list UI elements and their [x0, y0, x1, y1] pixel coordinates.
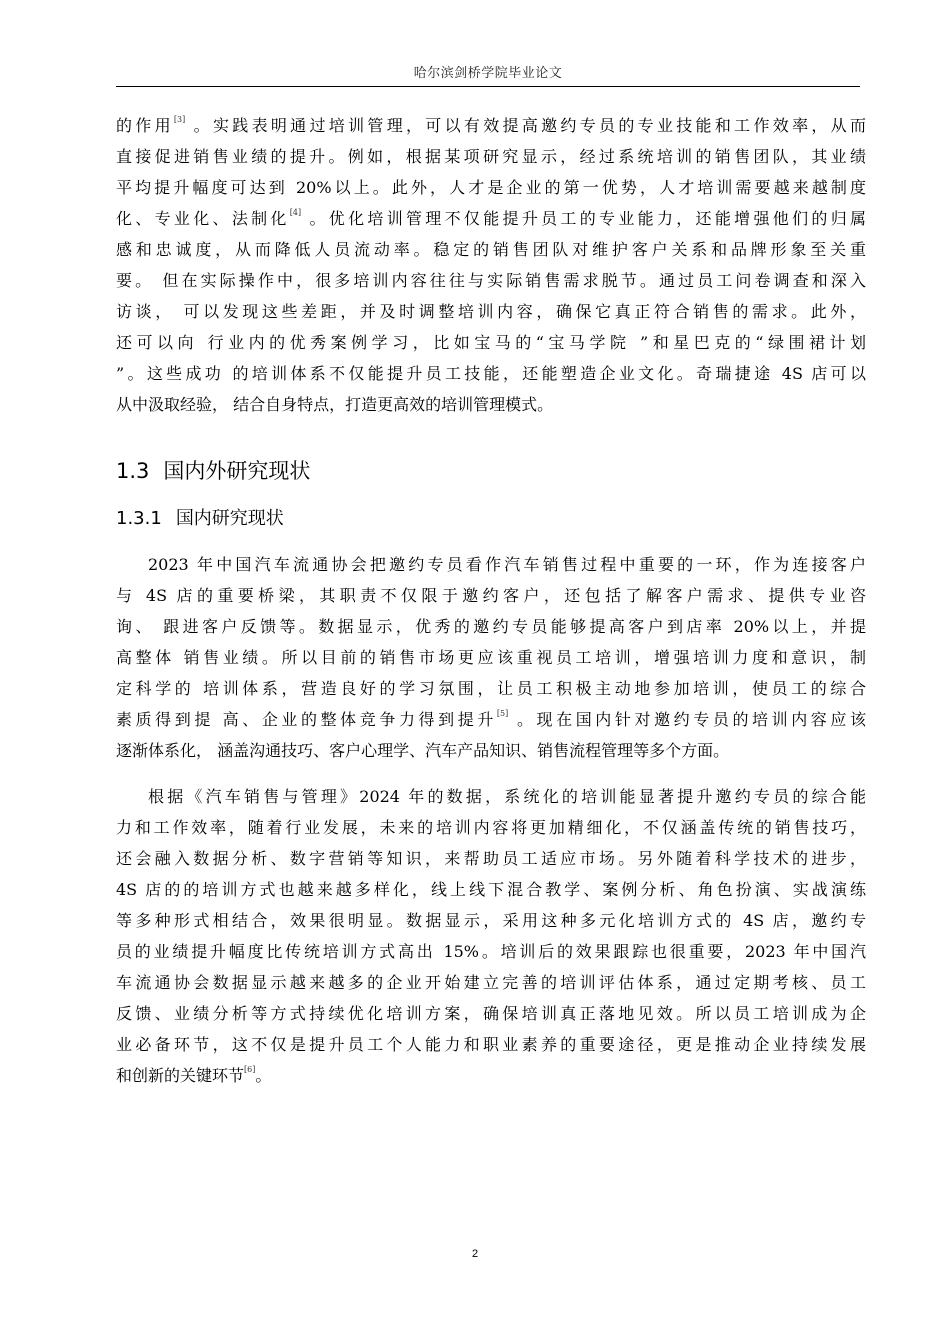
- line-text: 询、 跟进客户反馈等。数据显示，优秀的邀约专员能够提高客户到店率 20%以上，并提: [116, 617, 866, 636]
- line-text: 直接促进销售业绩的提升。例如，根据某项研究显示，经过系统培训的销售团队，其业绩: [116, 147, 866, 166]
- line-text: 。实践表明通过培训管理，可以有效提高邀约专员的专业技能和工作效率，从而: [185, 116, 866, 135]
- citation-marker: [6]: [244, 1065, 256, 1074]
- text-line: [116, 812, 866, 843]
- text-line: [116, 704, 866, 735]
- subsection-heading: [116, 504, 284, 530]
- paragraph-1: [116, 110, 866, 420]
- line-text: 定科学的 培训体系，营造良好的学习氛围，让员工积极主动地参加培训，使员工的综合: [116, 679, 866, 698]
- text-line: [116, 1060, 866, 1091]
- citation-marker: [4]: [289, 208, 302, 217]
- text-line: [116, 673, 866, 704]
- text-line: [116, 265, 866, 296]
- line-text: 访谈， 可以发现这些差距，并及时调整培训内容，确保它真正符合销售的需求。此外，: [116, 302, 866, 321]
- line-text: 素质得到提 高、企业的整体竞争力得到提升: [116, 710, 497, 729]
- line-text: 业必备环节，这不仅是提升员工个人能力和职业素养的重要途径，更是推动企业持续发展: [116, 1035, 866, 1054]
- text-line: [116, 781, 866, 812]
- text-line: [116, 296, 866, 327]
- line-text: ”。这些成功 的培训体系不仅能提升员工技能，还能塑造企业文化。奇瑞捷途 4S 店可以: [116, 364, 866, 383]
- line-text: 逐渐体系化， 涵盖沟通技巧、客户心理学、汽车产品知识、销售流程管理等多个方面。: [116, 741, 730, 760]
- section-heading: [116, 455, 310, 485]
- paragraph-2: [116, 549, 866, 766]
- citation-marker: [3]: [173, 115, 186, 124]
- text-line: [116, 358, 866, 389]
- line-text: 化、专业化、法制化: [116, 209, 290, 228]
- line-text: 与 4S 店的重要桥梁，其职责不仅限于邀约客户，还包括了解客户需求、提供专业咨: [116, 586, 866, 605]
- text-line: [116, 1029, 866, 1060]
- line-text: 的作用: [116, 116, 174, 135]
- text-line: [116, 580, 866, 611]
- running-header: 哈尔滨剑桥学院毕业论文: [413, 66, 563, 81]
- line-text: 反馈、业绩分析等方式持续优化培训方案，确保培训真正落地见效。所以员工培训成为企: [116, 1004, 866, 1023]
- line-text: 从中汲取经验， 结合自身特点，打造更高效的培训管理模式。: [116, 395, 554, 414]
- line-text: 平均提升幅度可达到 20%以上。此外，人才是企业的第一优势，人才培训需要越来越制度: [116, 178, 866, 197]
- citation-marker: [5]: [496, 709, 509, 718]
- line-text: 员的业绩提升幅度比传统培训方式高出 15%。培训后的效果跟踪也很重要，2023 年中国汽: [116, 942, 866, 961]
- page-number: 2: [471, 1248, 479, 1260]
- line-text: 还会融入数据分析、数字营销等知识，来帮助员工适应市场。另外随着科学技术的进步，: [116, 849, 866, 868]
- text-line: [116, 843, 866, 874]
- line-text: 车流通协会数据显示越来越多的企业开始建立完善的培训评估体系，通过定期考核、员工: [116, 973, 866, 992]
- line-text: 力和工作效率，随着行业发展，未来的培训内容将更加精细化，不仅涵盖传统的销售技巧，: [116, 818, 866, 837]
- text-line: [116, 611, 866, 642]
- text-line: [116, 203, 866, 234]
- subsection-number: 1.3.1: [116, 508, 162, 529]
- line-text: 4S 店的的培训方式也越来越多样化，线上线下混合教学、案例分析、角色扮演、实战演练: [116, 880, 866, 899]
- line-text: 要。 但在实际操作中，很多培训内容往往与实际销售需求脱节。通过员工问卷调查和深入: [116, 271, 866, 290]
- text-line: [116, 172, 866, 203]
- header-rule: [116, 86, 860, 87]
- subsection-title: 国内研究现状: [175, 508, 284, 529]
- text-line: [116, 998, 866, 1029]
- text-line: [116, 874, 866, 905]
- line-text: 。优化培训管理不仅能提升员工的专业能力，还能增强他们的归属: [301, 209, 866, 228]
- paragraph-3: [116, 781, 866, 1091]
- text-line: [116, 642, 866, 673]
- line-text: 。现在国内针对邀约专员的培训内容应该: [508, 710, 866, 729]
- text-line: [116, 936, 866, 967]
- line-text: 还可以向 行业内的优秀案例学习，比如宝马的“宝马学院 ”和星巴克的“绿围裙计划: [116, 333, 866, 352]
- text-line: [116, 905, 866, 936]
- text-line: [116, 110, 866, 141]
- section-number: 1.3: [116, 459, 150, 483]
- line-text: 根据《汽车销售与管理》2024 年的数据，系统化的培训能显著提升邀约专员的综合能: [148, 787, 866, 806]
- text-line: [116, 389, 866, 420]
- text-line: [116, 549, 866, 580]
- text-line: [116, 327, 866, 358]
- text-line: [116, 735, 866, 766]
- line-text: 高整体 销售业绩。所以目前的销售市场更应该重视员工培训，增强培训力度和意识，制: [116, 648, 866, 667]
- line-text: 等多种形式相结合，效果很明显。数据显示，采用这种多元化培训方式的 4S 店，邀约专: [116, 911, 866, 930]
- line-text: 和创新的关键环节: [116, 1066, 245, 1085]
- line-text: 。: [255, 1066, 272, 1085]
- line-text: 感和忠诚度，从而降低人员流动率。稳定的销售团队对维护客户关系和品牌形象至关重: [116, 240, 866, 259]
- text-line: [116, 141, 866, 172]
- text-line: [116, 967, 866, 998]
- section-title: 国内外研究现状: [163, 459, 311, 483]
- line-text: 2023 年中国汽车流通协会把邀约专员看作汽车销售过程中重要的一环，作为连接客户: [148, 555, 866, 574]
- text-line: [116, 234, 866, 265]
